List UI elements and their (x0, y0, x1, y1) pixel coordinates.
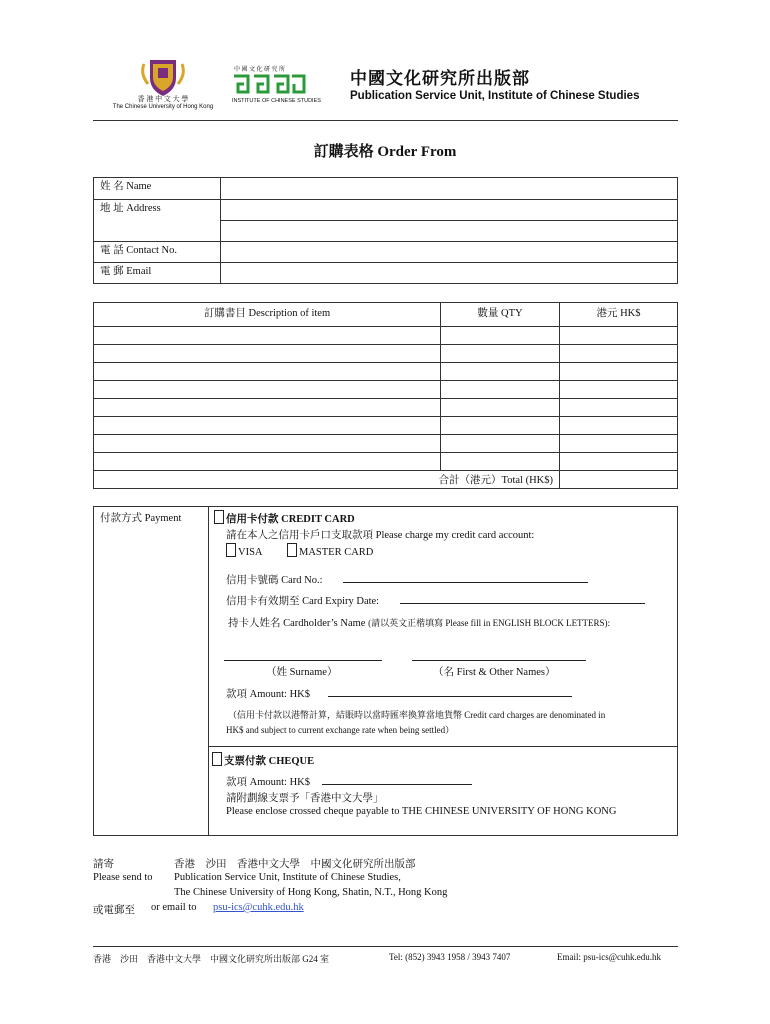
item-row (94, 327, 678, 345)
description-cell[interactable] (94, 435, 441, 453)
description-header: 訂購書目 Description of item (94, 303, 441, 327)
name-field[interactable] (221, 178, 678, 200)
email-label: 電 郵 Email (94, 263, 221, 284)
ics-logo (232, 56, 321, 108)
email-link[interactable]: psu-ics@cuhk.edu.hk (213, 902, 304, 913)
total-cell[interactable] (560, 471, 678, 489)
price-cell[interactable] (560, 435, 678, 453)
cheque-title: 支票付款 CHEQUE (224, 756, 315, 767)
ics-logo-zh: 中 國 文 化 研 究 所 (234, 67, 286, 73)
surname-label: （姓 Surname） (266, 667, 338, 678)
price-header: 港元 HK$ (560, 303, 678, 327)
card-no-field[interactable] (343, 582, 588, 583)
cuhk-logo-zh: 香 港 中 文 大 學 (137, 95, 189, 103)
cuhk-logo (108, 56, 218, 116)
send-address-en-2: The Chinese University of Hong Kong, Shatin, N.T., Hong Kong (174, 887, 448, 898)
payment-box (93, 506, 678, 836)
address-field-line-2[interactable] (221, 221, 678, 242)
send-label-zh: 請寄 (93, 859, 114, 870)
send-address-zh: 香港 沙田 香港中文大學 中國文化研究所出版部 (174, 859, 416, 870)
price-cell[interactable] (560, 345, 678, 363)
name-label: 姓 名 Name (94, 178, 221, 200)
credit-card-checkbox[interactable] (214, 510, 224, 524)
cardholder-row (228, 615, 610, 630)
footer-email: Email: psu-ics@cuhk.edu.hk (557, 952, 662, 962)
expiry-label: 信用卡有效期至 Card Expiry Date: (226, 596, 380, 607)
credit-card-title: 信用卡付款 CREDIT CARD (226, 514, 355, 525)
phone-field[interactable] (221, 242, 678, 263)
visa-option[interactable] (226, 543, 263, 558)
qty-cell[interactable] (441, 453, 560, 471)
description-cell[interactable] (94, 399, 441, 417)
cheque-amount-label: 款項 Amount: HK$ (226, 777, 310, 788)
qty-cell[interactable] (441, 399, 560, 417)
expiry-field[interactable] (400, 603, 645, 604)
address-field-line-1[interactable] (221, 200, 678, 221)
credit-note-line-1: （信用卡付款以港幣計算，結賬時以當時匯率換算當地貨幣 Credit card charges are denominated in (228, 710, 606, 720)
total-label: 合計（港元）Total (HK$) (94, 471, 560, 489)
price-cell[interactable] (560, 453, 678, 471)
footer-divider (93, 946, 678, 947)
firstname-field[interactable] (412, 660, 586, 661)
item-row (94, 381, 678, 399)
form-title: 訂購表格 Order From (313, 144, 457, 160)
cheque-payee-en: Please enclose crossed cheque payable to THE CHINESE UNIVERSITY OF HONG KONG (226, 806, 617, 817)
item-row (94, 399, 678, 417)
item-row (94, 345, 678, 363)
master-option[interactable] (287, 543, 373, 558)
items-table (93, 302, 678, 489)
card-no-label: 信用卡號碼 Card No.: (226, 575, 323, 586)
address-label: 地 址 Address (94, 200, 221, 242)
item-row (94, 453, 678, 471)
surname-field[interactable] (224, 660, 382, 661)
header-title-zh: 中國文化研究所出版部 (350, 69, 530, 88)
description-cell[interactable] (94, 345, 441, 363)
qty-cell[interactable] (441, 327, 560, 345)
header-title-en: Publication Service Unit, Institute of Chinese Studies (350, 90, 640, 102)
email-label-zh: 或電郵至 (93, 905, 135, 916)
master-label: MASTER CARD (299, 547, 374, 558)
cheque-payee-zh: 請附劃線支票予「香港中文大學」 (226, 793, 384, 804)
header-divider (93, 120, 678, 121)
credit-instruction: 請在本人之信用卡戶口支取款項 Please charge my credit card account: (226, 530, 535, 541)
qty-cell[interactable] (441, 417, 560, 435)
price-cell[interactable] (560, 363, 678, 381)
description-cell[interactable] (94, 363, 441, 381)
description-cell[interactable] (94, 453, 441, 471)
qty-cell[interactable] (441, 435, 560, 453)
send-label-en: Please send to (93, 872, 153, 883)
amount-label: 款項 Amount: HK$ (226, 689, 310, 700)
price-cell[interactable] (560, 417, 678, 435)
cheque-checkbox[interactable] (212, 752, 222, 766)
visa-checkbox[interactable] (226, 543, 236, 557)
cardholder-label: 持卡人姓名 Cardholder’s Name (228, 618, 366, 629)
cuhk-logo-en: The Chinese University of Hong Kong (112, 104, 214, 110)
description-cell[interactable] (94, 381, 441, 399)
contact-table (93, 177, 678, 284)
description-cell[interactable] (94, 327, 441, 345)
price-cell[interactable] (560, 399, 678, 417)
credit-card-option[interactable] (214, 510, 355, 526)
price-cell[interactable] (560, 381, 678, 399)
ics-logo-en: INSTITUTE OF CHINESE STUDIES (232, 98, 321, 104)
send-address-en-1: Publication Service Unit, Institute of Chinese Studies, (174, 872, 401, 883)
description-cell[interactable] (94, 417, 441, 435)
visa-label: VISA (238, 547, 263, 558)
qty-header: 數量 QTY (441, 303, 560, 327)
item-row (94, 417, 678, 435)
qty-cell[interactable] (441, 381, 560, 399)
payment-label: 付款方式 Payment (100, 513, 182, 524)
cardholder-note: (請以英文正楷填寫 Please fill in ENGLISH BLOCK LETTERS): (368, 618, 611, 628)
ics-emblem-icon (232, 74, 306, 96)
item-row (94, 435, 678, 453)
qty-cell[interactable] (441, 345, 560, 363)
email-label-en: or email to (151, 902, 197, 913)
footer-address: 香港 沙田 香港中文大學 中國文化研究所出版部 G24 室 (93, 954, 330, 964)
amount-field[interactable] (328, 696, 572, 697)
qty-cell[interactable] (441, 363, 560, 381)
phone-label: 電 話 Contact No. (94, 242, 221, 263)
cheque-divider (208, 746, 678, 747)
cheque-amount-field[interactable] (322, 784, 472, 785)
firstname-label: （名 First & Other Names） (433, 667, 556, 678)
email-field[interactable] (221, 263, 678, 284)
footer-tel: Tel: (852) 3943 1958 / 3943 7407 (389, 952, 511, 962)
master-checkbox[interactable] (287, 543, 297, 557)
payment-divider (208, 506, 209, 836)
item-row (94, 363, 678, 381)
credit-note-line-2: HK$ and subject to current exchange rate when being settled） (226, 725, 455, 735)
price-cell[interactable] (560, 327, 678, 345)
cheque-option[interactable] (212, 752, 314, 768)
